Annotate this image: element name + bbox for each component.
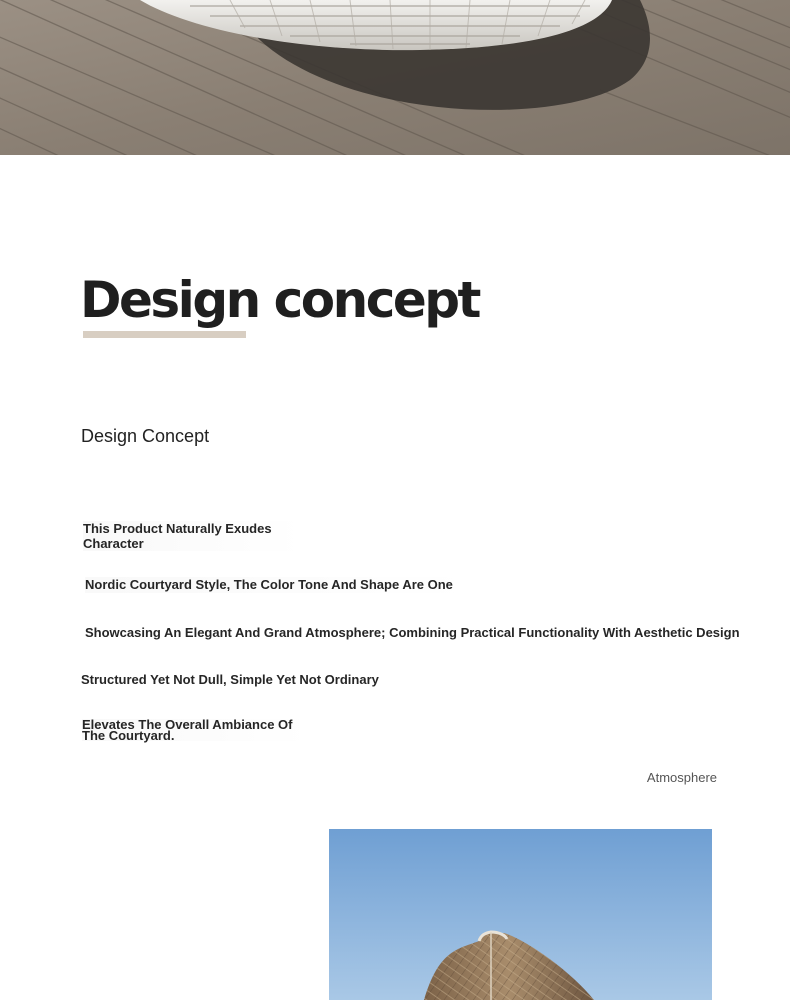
atmosphere-tag: Atmosphere: [646, 770, 717, 785]
outdoor-daybed-photo-icon: [0, 0, 790, 155]
feature-line-structured: Structured Yet Not Dull, Simple Yet Not Ordinary: [81, 672, 379, 687]
feature-line-character: This Product Naturally Exudes Character: [83, 521, 303, 551]
feature-line-ambiance: Elevates The Overall Ambiance Of The Courtyard.: [82, 719, 310, 741]
feature-line-elegant-atmosphere: Showcasing An Elegant And Grand Atmosphere; Combining Practical Functionality With Aesthetic Design: [85, 625, 740, 640]
hero-photo: [0, 0, 790, 155]
page-title: Design concept: [80, 271, 479, 329]
section-subtitle: Design Concept: [81, 426, 210, 446]
dome-pavilion-photo-icon: [329, 829, 712, 1000]
title-underline: [83, 331, 246, 338]
feature-line-nordic-style: Nordic Courtyard Style, The Color Tone And Shape Are One: [85, 577, 470, 593]
dome-photo: [329, 829, 712, 1000]
